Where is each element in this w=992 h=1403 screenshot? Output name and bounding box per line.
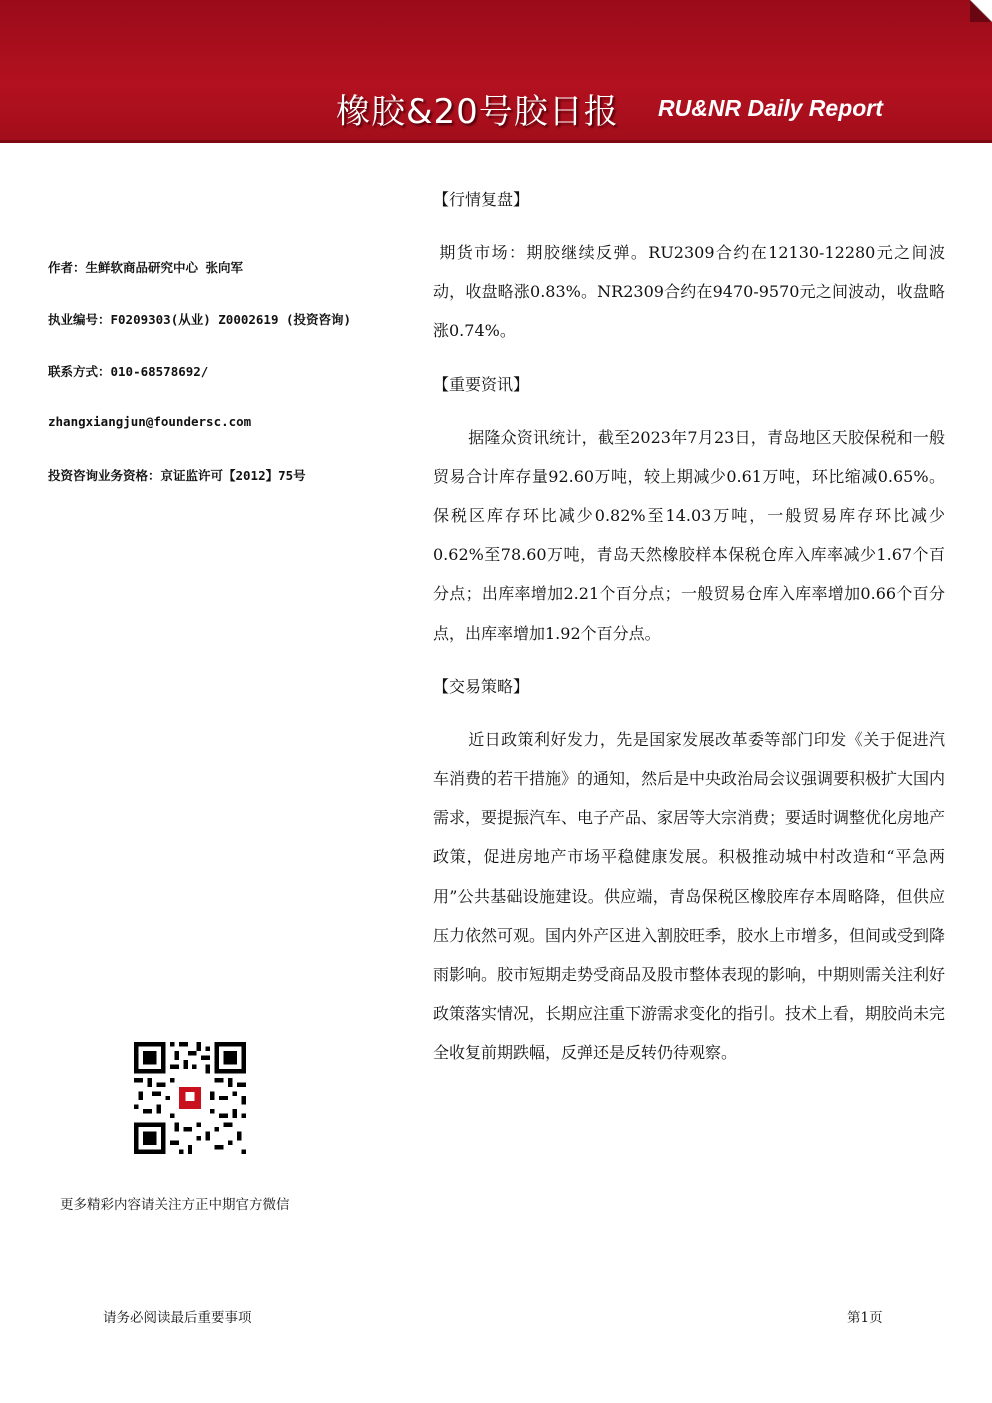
section-heading-key-news: 【重要资讯】 bbox=[433, 374, 530, 394]
report-title-cn: 橡胶&20号胶日报 bbox=[336, 92, 619, 132]
header-banner bbox=[0, 0, 992, 143]
wechat-qr-code bbox=[134, 1042, 246, 1154]
market-review-paragraph: 期货市场：期胶继续反弹。RU2309合约在12130-12280元之间波动，收盘略涨0.83%。NR2309合约在9470-9570元之间波动，收盘略涨0.74%。 bbox=[433, 243, 945, 341]
author-line: 作者：生鲜软商品研究中心 张向军 bbox=[48, 260, 244, 275]
contact-email[interactable]: zhangxiangjun@foundersc.com bbox=[48, 414, 252, 429]
key-news-paragraph: 据隆众资讯统计，截至2023年7月23日，青岛地区天胶保税和一般贸易合计库存量92.60万吨，较上期减少0.61万吨，环比缩减0.65%。保税区库存环比减少0.82%至14.03万吨，一般贸易库存环比减少0.62%至78.60万吨，青岛天然橡胶样本保税仓库入库率减少1.67个百分点；出库率增加2.21个百分点；一般贸易仓库入库率增加0.66个百分点，出库率增加1.92个百分点。 bbox=[433, 427, 945, 643]
author-info bbox=[48, 258, 408, 518]
section-heading-market-review: 【行情复盘】 bbox=[433, 190, 530, 209]
page-curl-decoration bbox=[970, 0, 992, 22]
license-number: 执业编号：F0209303(从业) Z0002619 (投资咨询) bbox=[48, 312, 352, 327]
section-heading-trading-strategy: 【交易策略】 bbox=[433, 676, 530, 696]
qr-caption: 更多精彩内容请关注方正中期官方微信 bbox=[60, 1197, 290, 1213]
report-title-en: RU&NR Daily Report bbox=[658, 95, 883, 121]
qualification: 投资咨询业务资格：京证监许可【2012】75号 bbox=[48, 468, 306, 483]
contact-phone: 联系方式：010-68578692/ bbox=[48, 364, 209, 379]
trading-strategy-paragraph: 近日政策利好发力，先是国家发展改革委等部门印发《关于促进汽车消费的若干措施》的通知，然后是中央政治局会议强调要积极扩大国内需求，要提振汽车、电子产品、家居等大宗消费；要适时调整优化房地产政策，促进房地产市场平稳健康发展。积极推动城中村改造和“平急两用”公共基础设施建设。供应端，青岛保税区橡胶库存本周略降，但供应压力依然可观。国内外产区进入割胶旺季，胶水上市增多，但间或受到降雨影响。胶市短期走势受商品及股市整体表现的影响，中期则需关注利好政策落实情况，长期应注重下游需求变化的指引。技术上看，期胶尚未完全收复前期跌幅，反弹还是反转仍待观察。 bbox=[433, 729, 946, 1063]
footer-disclaimer-note: 请务必阅读最后重要事项 bbox=[103, 1310, 252, 1326]
page-number: 第1页 bbox=[847, 1310, 883, 1326]
report-body bbox=[433, 180, 945, 1087]
